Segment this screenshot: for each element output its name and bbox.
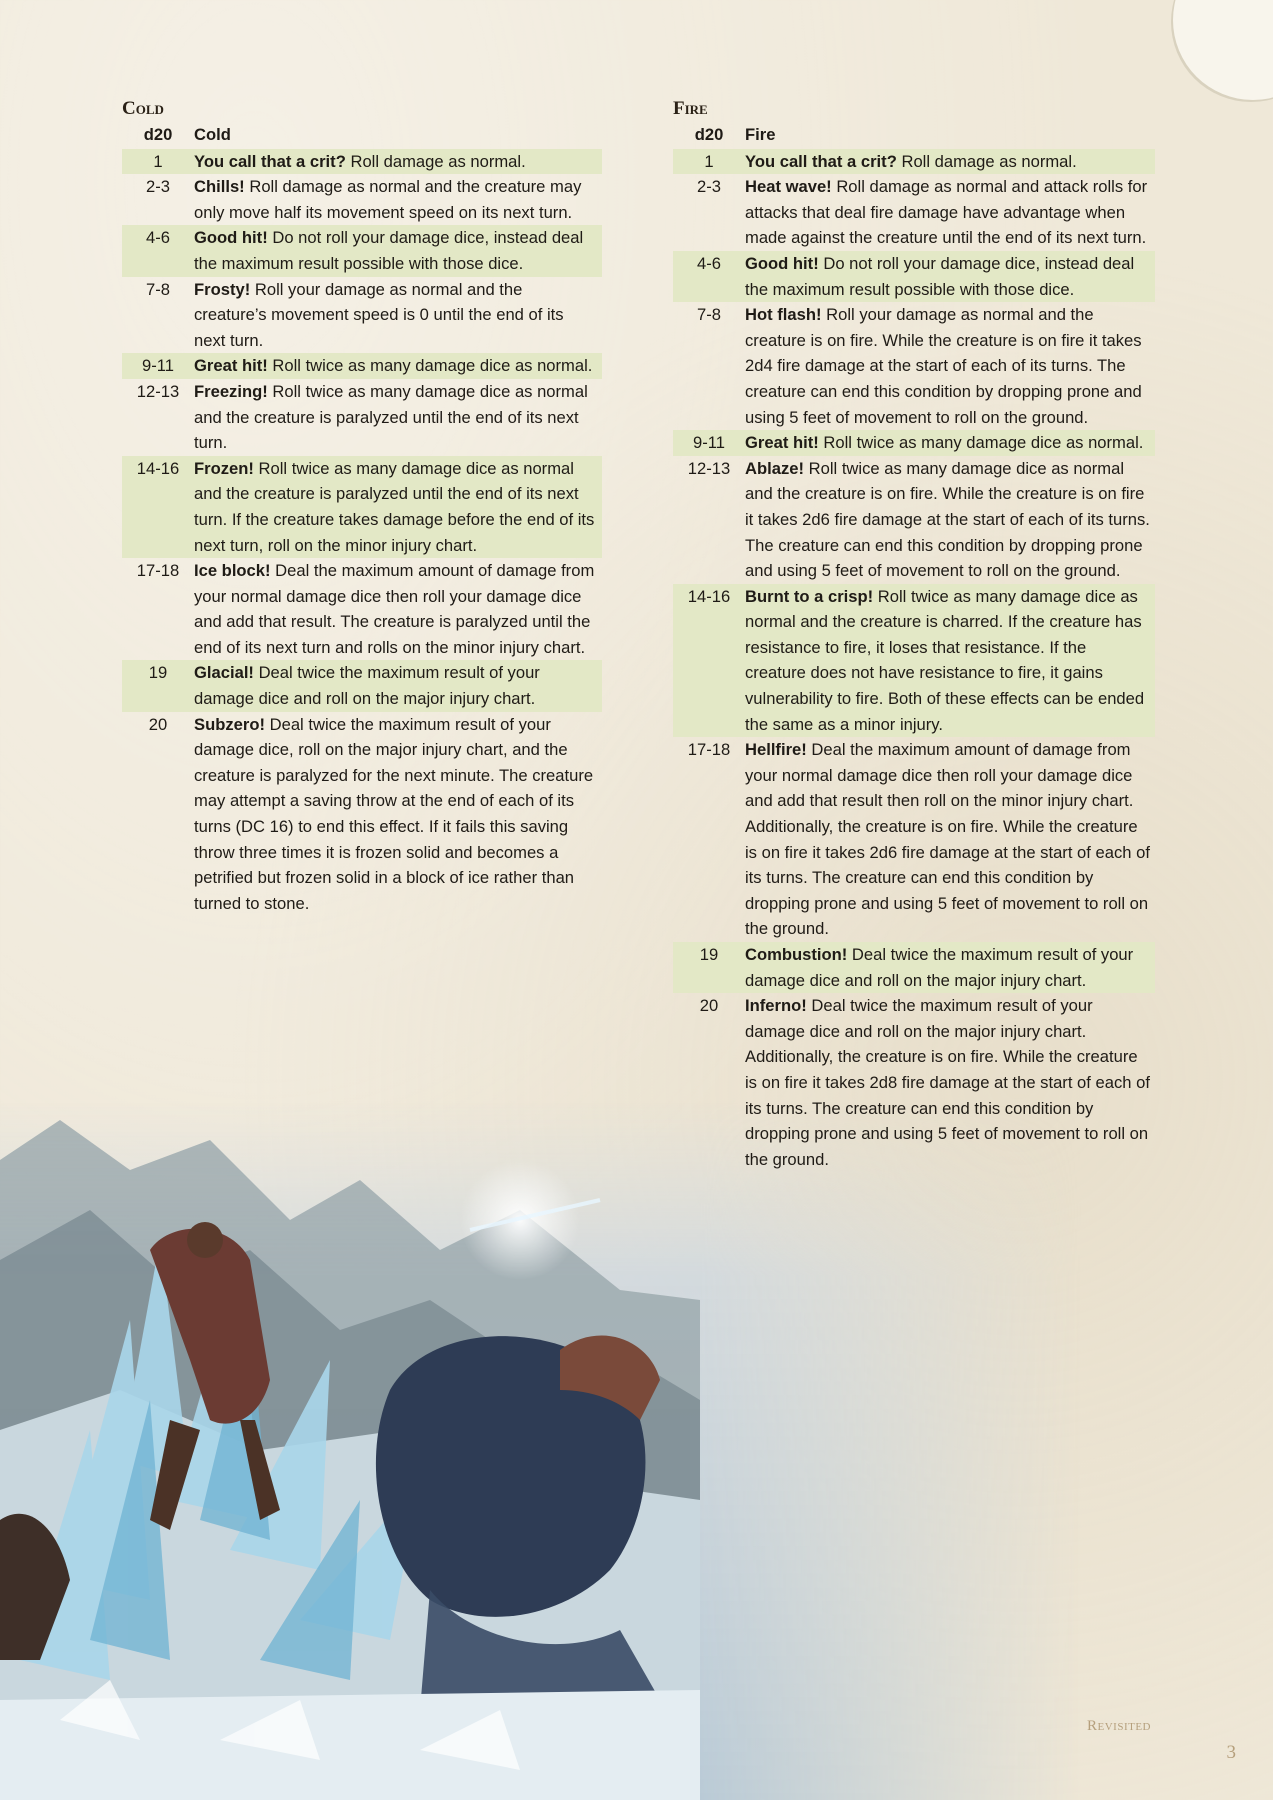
- table-row: [122, 712, 602, 917]
- table-row: [673, 302, 1155, 430]
- table-row: [673, 251, 1155, 302]
- effect-cell: [745, 302, 1155, 430]
- cold-table-header-row: [122, 122, 602, 149]
- effect-description: Roll twice as many damage dice as normal and the creature is paralyzed until the end of its next turn. If the creature takes damage before the end of its next turn, roll on the minor injury chart.: [194, 458, 595, 555]
- effect-name: Heat wave!: [745, 177, 832, 197]
- page-corner-decoration: [1173, 0, 1273, 100]
- cold-critical-table-section: [122, 98, 602, 916]
- effect-name: Good hit!: [745, 253, 819, 273]
- effect-description: Deal twice the maximum result of your damage dice and roll on the major injury chart. Additionally, the creature is on fire. While the creature is on fire it takes 2d8 fire damage at the start of each of its turns. The creature can end this condition by dropping prone and using 5 feet of movement to roll on the ground.: [745, 996, 1150, 1169]
- roll-range-cell: 9-11: [673, 430, 745, 456]
- table-row: [122, 379, 602, 456]
- table-row: [122, 456, 602, 558]
- roll-range-cell: 20: [699, 996, 719, 1016]
- effect-description: Do not roll your damage dice, instead deal the maximum result possible with those dice.: [194, 228, 584, 273]
- effect-description: Roll damage as normal and attack rolls for attacks that deal fire damage have advantage when made against the creature until the end of its next turn.: [745, 177, 1148, 248]
- effect-description: Roll twice as many damage dice as normal and the creature is on fire. While the creature is on fire it takes 2d6 fire damage at the start of each of its turns. The creature can end this condition by dropping prone and using 5 feet of movement to roll on the ground.: [745, 458, 1150, 581]
- roll-range-cell: 2-3: [697, 177, 721, 197]
- effect-cell: [745, 174, 1155, 251]
- effect-cell: [194, 379, 602, 456]
- effect-name: Great hit!: [194, 356, 268, 376]
- effect-name: Chills!: [194, 177, 245, 197]
- effect-name: Frozen!: [194, 458, 254, 478]
- effect-name: You call that a crit?: [745, 151, 897, 171]
- roll-range-cell: 2-3: [146, 177, 170, 197]
- roll-range-cell: 4-6: [122, 225, 194, 276]
- effect-description: Do not roll your damage dice, instead deal the maximum result possible with those dice.: [745, 253, 1135, 299]
- page-number: 3: [1226, 1742, 1236, 1763]
- effect-description: Deal the maximum amount of damage from your normal damage dice then roll your damage dice and add that result then roll on the minor injury chart. Additionally, the creature is on fire. While the creature is on fire it takes 2d6 fire damage at the start of each of its turns. The creature can end this condition by dropping prone and using 5 feet of movement to roll on the ground.: [745, 740, 1150, 939]
- effect-cell: [194, 277, 602, 354]
- roll-range-cell: 12-13: [136, 381, 180, 401]
- effect-cell: [745, 430, 1155, 456]
- table-row: [122, 225, 602, 276]
- effect-description: Roll twice as many damage dice as normal and the creature is charred. If the creature has resistance to fire, it loses that resistance. If the creature does not have resistance to fire, it gains vulnerability to fire. Both of these effects can be ended the same as a minor injury.: [745, 586, 1145, 734]
- table-row: [673, 737, 1155, 942]
- table-row: [122, 174, 602, 225]
- roll-range-cell: 1: [673, 149, 745, 175]
- roll-range-cell: 7-8: [697, 305, 721, 325]
- effect-cell: [194, 174, 602, 225]
- effect-name: You call that a crit?: [194, 151, 346, 171]
- table-row: [122, 660, 602, 711]
- ice-battle-illustration: [0, 1100, 1273, 1800]
- roll-range-cell: 17-18: [136, 561, 180, 581]
- table-row: [122, 353, 602, 379]
- table-row: [673, 174, 1155, 251]
- effect-cell: [194, 558, 602, 660]
- table-row: [673, 584, 1155, 738]
- effect-description: Roll damage as normal.: [345, 151, 526, 171]
- effect-description: Deal twice the maximum result of your damage dice, roll on the major injury chart, and the creature is paralyzed for the next minute. The creature may attempt a saving throw at the end of each of its turns (DC 16) to end this effect. If it fails this saving throw three times it is frozen solid and becomes a petrified but frozen solid in a block of ice rather than turned to stone.: [194, 714, 594, 913]
- effect-name: Inferno!: [745, 996, 807, 1016]
- table-row: [673, 430, 1155, 456]
- fire-table-title: Fire: [673, 98, 708, 119]
- roll-range-cell: 14-16: [673, 584, 745, 738]
- fire-critical-table: [673, 122, 1155, 1172]
- effect-cell: [745, 584, 1155, 738]
- effect-description: Roll twice as many damage dice as normal.: [818, 433, 1144, 453]
- effect-cell: [745, 942, 1155, 993]
- effect-name: Hot flash!: [745, 305, 822, 325]
- effect-description: Roll your damage as normal and the creature’s movement speed is 0 until the end of its next turn.: [194, 279, 564, 350]
- table-row: [673, 993, 1155, 1172]
- effect-name: Ablaze!: [745, 458, 805, 478]
- effect-name: Glacial!: [194, 663, 254, 683]
- cold-roll-header: d20: [143, 125, 173, 144]
- cold-critical-table: [122, 122, 602, 916]
- effect-cell: [194, 712, 602, 917]
- fire-table-header-row: [673, 122, 1155, 149]
- effect-cell: [194, 149, 602, 175]
- effect-name: Combustion!: [745, 945, 848, 964]
- effect-cell: [194, 456, 602, 558]
- effect-description: Roll damage as normal and the creature may only move half its movement speed on its next turn.: [194, 177, 582, 222]
- effect-cell: [194, 660, 602, 711]
- table-row: [673, 149, 1155, 175]
- effect-cell: [745, 456, 1155, 584]
- effect-description: Roll twice as many damage dice as normal.: [267, 356, 593, 376]
- effect-cell: [745, 149, 1155, 175]
- effect-name: Ice block!: [194, 561, 271, 581]
- effect-description: Roll damage as normal.: [896, 151, 1077, 171]
- cold-effect-header: Cold: [194, 125, 231, 144]
- table-row: [122, 149, 602, 175]
- table-row: [673, 942, 1155, 993]
- roll-range-cell: 1: [122, 149, 194, 175]
- footer-label: Revisited: [1087, 1718, 1151, 1734]
- effect-name: Hellfire!: [745, 740, 807, 760]
- effect-cell: [745, 737, 1155, 942]
- effect-name: Good hit!: [194, 228, 268, 248]
- fire-roll-header: d20: [694, 125, 724, 144]
- roll-range-cell: 9-11: [122, 353, 194, 379]
- effect-cell: [745, 993, 1155, 1172]
- cold-table-title: Cold: [122, 98, 164, 119]
- table-row: [122, 277, 602, 354]
- effect-name: Subzero!: [194, 714, 265, 734]
- fire-critical-table-section: [673, 98, 1155, 1172]
- effect-name: Burnt to a crisp!: [745, 586, 874, 606]
- effect-description: Deal twice the maximum result of your damage dice and roll on the major injury chart.: [194, 663, 540, 709]
- table-row: [122, 558, 602, 660]
- effect-description: Roll twice as many damage dice as normal and the creature is paralyzed until the end of its next turn.: [194, 381, 588, 453]
- roll-range-cell: 4-6: [673, 251, 745, 302]
- effect-cell: [194, 353, 602, 379]
- roll-range-cell: 19: [122, 660, 194, 711]
- effect-name: Freezing!: [194, 381, 268, 401]
- roll-range-cell: 7-8: [146, 279, 170, 299]
- roll-range-cell: 20: [148, 714, 168, 734]
- effect-cell: [745, 251, 1155, 302]
- effect-description: Deal the maximum amount of damage from your normal damage dice then roll your damage dice and add that result. The creature is paralyzed until the end of its next turn and rolls on the minor injury chart.: [194, 561, 595, 657]
- roll-range-cell: 14-16: [122, 456, 194, 558]
- effect-name: Frosty!: [194, 279, 251, 299]
- effect-name: Great hit!: [745, 433, 819, 453]
- effect-description: Deal twice the maximum result of your damage dice and roll on the major injury chart.: [745, 945, 1134, 990]
- effect-description: Roll your damage as normal and the creature is on fire. While the creature is on fire it takes 2d4 fire damage at the start of each of its turns. The creature can end this condition by dropping prone and using 5 feet of movement to roll on the ground.: [745, 305, 1142, 427]
- table-row: [673, 456, 1155, 584]
- roll-range-cell: 12-13: [687, 458, 731, 478]
- roll-range-cell: 17-18: [687, 740, 731, 760]
- effect-cell: [194, 225, 602, 276]
- roll-range-cell: 19: [673, 942, 745, 993]
- fire-effect-header: Fire: [745, 125, 776, 144]
